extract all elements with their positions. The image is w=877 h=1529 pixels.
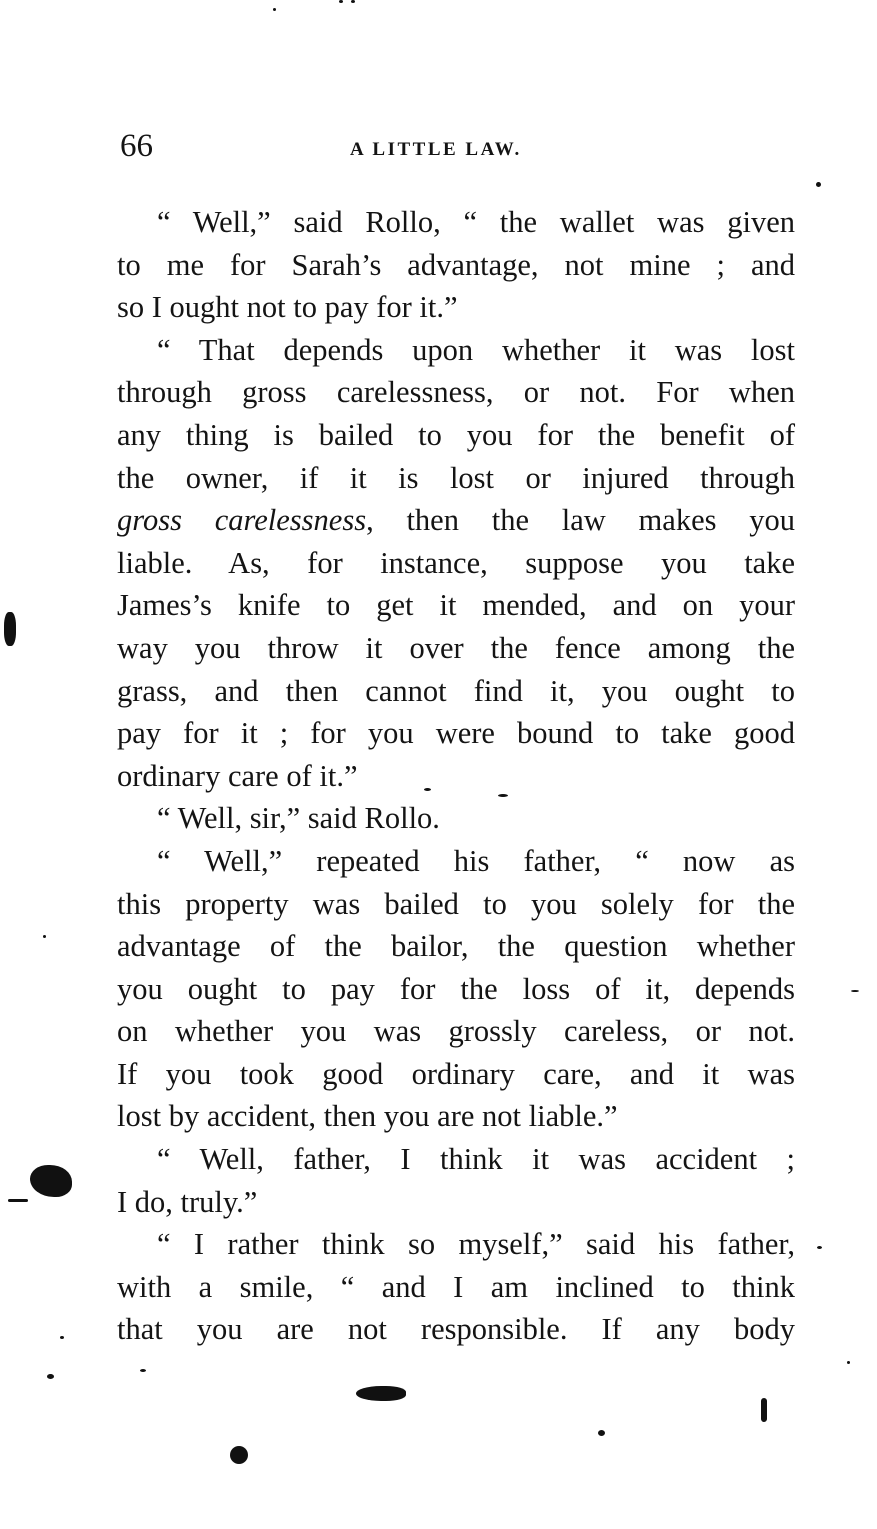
text-line: so I ought not to pay for it.”	[117, 290, 458, 325]
text-line: that you are not responsible. If any body	[117, 1312, 795, 1347]
ink-speck	[851, 990, 859, 992]
text-line	[117, 499, 795, 542]
text-line: ordinary care of it.”	[117, 758, 358, 793]
page-number: 66	[120, 128, 153, 164]
text-line: liable. As, for instance, suppose you take	[117, 545, 795, 580]
ink-speck	[817, 1246, 822, 1249]
text-line: “ I rather think so myself,” said his father,	[157, 1227, 795, 1262]
ink-speck	[356, 1386, 406, 1401]
ink-speck	[498, 794, 508, 797]
ink-speck	[847, 1361, 850, 1364]
text-line: grass, and then cannot find it, you ought to	[117, 673, 795, 708]
text-line: you ought to pay for the loss of it, depends	[117, 971, 795, 1006]
ink-speck	[140, 1369, 146, 1372]
ink-speck	[273, 8, 276, 11]
text-line: “ Well, father, I think it was accident ;	[157, 1142, 795, 1177]
body-text	[117, 201, 795, 1351]
text-line: James’s knife to get it mended, and on your	[117, 588, 795, 623]
text-line: “ Well,” said Rollo, “ the wallet was given	[157, 205, 795, 239]
text-line-rest: , then the law makes you	[366, 503, 795, 538]
ink-speck	[47, 1374, 54, 1379]
text-line: with a smile, “ and I am inclined to think	[117, 1269, 795, 1304]
italic-phrase: gross carelessness	[117, 503, 367, 538]
text-line: lost by accident, then you are not liable.”	[117, 1099, 618, 1134]
ink-speck	[339, 0, 343, 3]
text-line: any thing is bailed to you for the benefit of	[117, 417, 795, 452]
text-line: “ That depends upon whether it was lost	[157, 332, 795, 367]
running-title: A LITTLE LAW.	[350, 139, 522, 160]
ink-speck	[351, 0, 355, 3]
text-line: to me for Sarah’s advantage, not mine ; and	[117, 247, 795, 282]
ink-speck	[43, 935, 46, 938]
text-line: the owner, if it is lost or injured through	[117, 460, 795, 495]
text-line: way you throw it over the fence among the	[117, 630, 795, 665]
ink-speck	[8, 1199, 28, 1202]
page-header	[118, 128, 798, 168]
ink-speck	[761, 1398, 767, 1422]
ink-speck	[598, 1430, 605, 1436]
text-line: this property was bailed to you solely for the	[117, 886, 795, 921]
ink-speck	[230, 1446, 248, 1464]
ink-speck	[60, 1336, 64, 1339]
ink-speck	[816, 182, 821, 187]
text-line: on whether you was grossly careless, or not.	[117, 1014, 795, 1049]
ink-blot	[30, 1165, 72, 1197]
text-line: “ Well,” repeated his father, “ now as	[157, 843, 795, 878]
text-line: I do, truly.”	[117, 1184, 258, 1219]
text-line: pay for it ; for you were bound to take good	[117, 716, 795, 751]
text-line: If you took good ordinary care, and it was	[117, 1056, 795, 1091]
text-line: through gross carelessness, or not. For when	[117, 375, 795, 410]
ink-speck	[4, 612, 16, 646]
text-line: “ Well, sir,” said Rollo.	[157, 801, 440, 836]
ink-speck	[424, 788, 431, 791]
text-line: advantage of the bailor, the question whether	[117, 929, 795, 964]
